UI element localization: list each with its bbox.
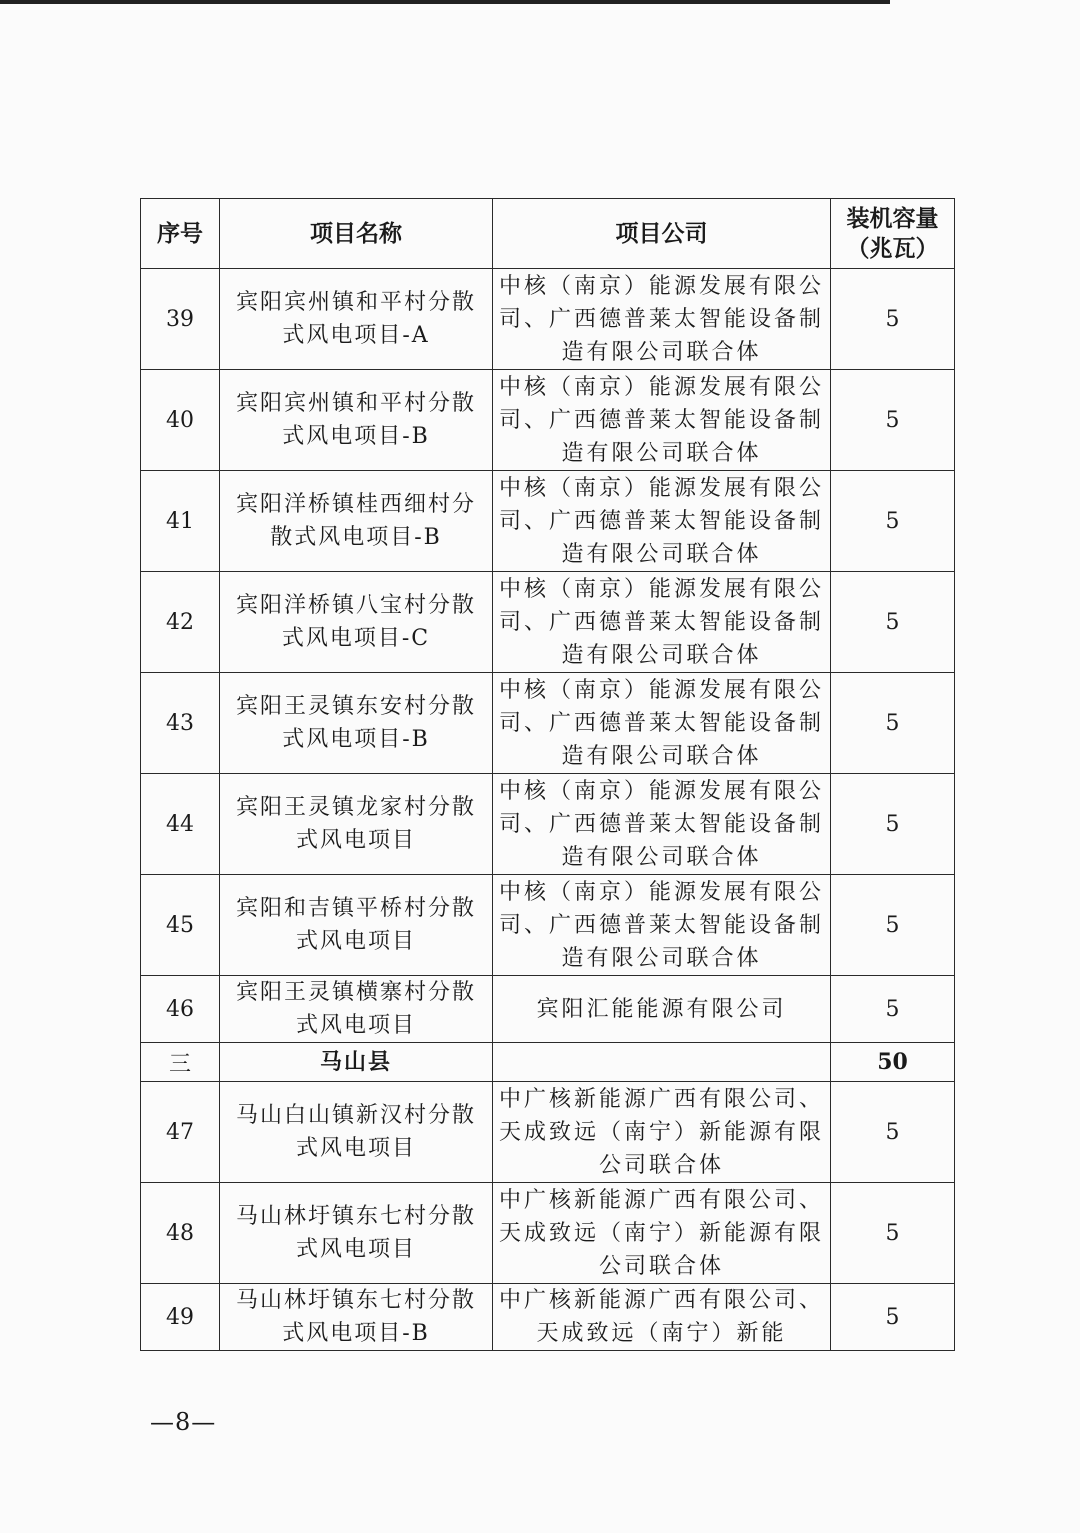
row-company: 中核（南京）能源发展有限公司、广西德普莱太智能设备制造有限公司联合体 bbox=[493, 572, 831, 673]
row-seq: 42 bbox=[141, 572, 220, 673]
row-seq: 47 bbox=[141, 1082, 220, 1183]
row-name: 宾阳洋桥镇桂西细村分散式风电项目-B bbox=[220, 471, 493, 572]
row-seq: 46 bbox=[141, 976, 220, 1043]
row-company: 宾阳汇能能源有限公司 bbox=[493, 976, 831, 1043]
row-company: 中核（南京）能源发展有限公司、广西德普莱太智能设备制造有限公司联合体 bbox=[493, 875, 831, 976]
row-company: 中核（南京）能源发展有限公司、广西德普莱太智能设备制造有限公司联合体 bbox=[493, 370, 831, 471]
row-capacity: 5 bbox=[831, 572, 955, 673]
row-seq: 45 bbox=[141, 875, 220, 976]
row-capacity: 5 bbox=[831, 370, 955, 471]
page-number: —8— bbox=[150, 1408, 217, 1436]
row-capacity: 5 bbox=[831, 471, 955, 572]
row-company: 中广核新能源广西有限公司、天成致远（南宁）新能源有限公司联合体 bbox=[493, 1082, 831, 1183]
row-name: 马山林圩镇东七村分散式风电项目 bbox=[220, 1183, 493, 1284]
row-company: 中广核新能源广西有限公司、天成致远（南宁）新能源有限公司联合体 bbox=[493, 1183, 831, 1284]
row-seq: 49 bbox=[141, 1284, 220, 1351]
row-seq: 48 bbox=[141, 1183, 220, 1284]
row-name: 宾阳王灵镇横寨村分散式风电项目 bbox=[220, 976, 493, 1043]
row-seq: 40 bbox=[141, 370, 220, 471]
top-rule bbox=[0, 0, 890, 4]
section-row bbox=[141, 1043, 955, 1082]
row-capacity: 5 bbox=[831, 976, 955, 1043]
table-row bbox=[141, 1284, 955, 1351]
row-seq: 43 bbox=[141, 673, 220, 774]
row-seq: 41 bbox=[141, 471, 220, 572]
row-name: 宾阳王灵镇东安村分散式风电项目-B bbox=[220, 673, 493, 774]
row-name: 马山白山镇新汉村分散式风电项目 bbox=[220, 1082, 493, 1183]
section-seq: 三 bbox=[141, 1043, 220, 1082]
row-name: 宾阳王灵镇龙家村分散式风电项目 bbox=[220, 774, 493, 875]
row-name: 宾阳宾州镇和平村分散式风电项目-A bbox=[220, 269, 493, 370]
header-company: 项目公司 bbox=[493, 199, 831, 269]
header-name: 项目名称 bbox=[220, 199, 493, 269]
table-row bbox=[141, 1183, 955, 1284]
header-seq: 序号 bbox=[141, 199, 220, 269]
table-row bbox=[141, 1082, 955, 1183]
project-table bbox=[140, 198, 955, 1351]
row-capacity: 5 bbox=[831, 875, 955, 976]
row-name: 宾阳和吉镇平桥村分散式风电项目 bbox=[220, 875, 493, 976]
row-company: 中核（南京）能源发展有限公司、广西德普莱太智能设备制造有限公司联合体 bbox=[493, 673, 831, 774]
row-name: 宾阳洋桥镇八宝村分散式风电项目-C bbox=[220, 572, 493, 673]
row-capacity: 5 bbox=[831, 269, 955, 370]
row-company: 中核（南京）能源发展有限公司、广西德普莱太智能设备制造有限公司联合体 bbox=[493, 774, 831, 875]
table-row bbox=[141, 370, 955, 471]
row-capacity: 5 bbox=[831, 774, 955, 875]
table-row bbox=[141, 774, 955, 875]
row-capacity: 5 bbox=[831, 1082, 955, 1183]
row-company: 中核（南京）能源发展有限公司、广西德普莱太智能设备制造有限公司联合体 bbox=[493, 471, 831, 572]
section-name: 马山县 bbox=[220, 1043, 493, 1082]
row-company: 中广核新能源广西有限公司、天成致远（南宁）新能 bbox=[493, 1284, 831, 1351]
header-row bbox=[141, 199, 955, 269]
row-seq: 39 bbox=[141, 269, 220, 370]
table-row bbox=[141, 471, 955, 572]
table-row bbox=[141, 269, 955, 370]
row-capacity: 5 bbox=[831, 1183, 955, 1284]
row-capacity: 5 bbox=[831, 1284, 955, 1351]
table-row bbox=[141, 875, 955, 976]
table-row bbox=[141, 976, 955, 1043]
header-capacity: 装机容量（兆瓦） bbox=[831, 199, 955, 269]
section-capacity: 50 bbox=[831, 1043, 955, 1082]
row-company: 中核（南京）能源发展有限公司、广西德普莱太智能设备制造有限公司联合体 bbox=[493, 269, 831, 370]
row-name: 宾阳宾州镇和平村分散式风电项目-B bbox=[220, 370, 493, 471]
table-row bbox=[141, 673, 955, 774]
row-capacity: 5 bbox=[831, 673, 955, 774]
row-name: 马山林圩镇东七村分散式风电项目-B bbox=[220, 1284, 493, 1351]
row-seq: 44 bbox=[141, 774, 220, 875]
table-row bbox=[141, 572, 955, 673]
section-company bbox=[493, 1043, 831, 1082]
